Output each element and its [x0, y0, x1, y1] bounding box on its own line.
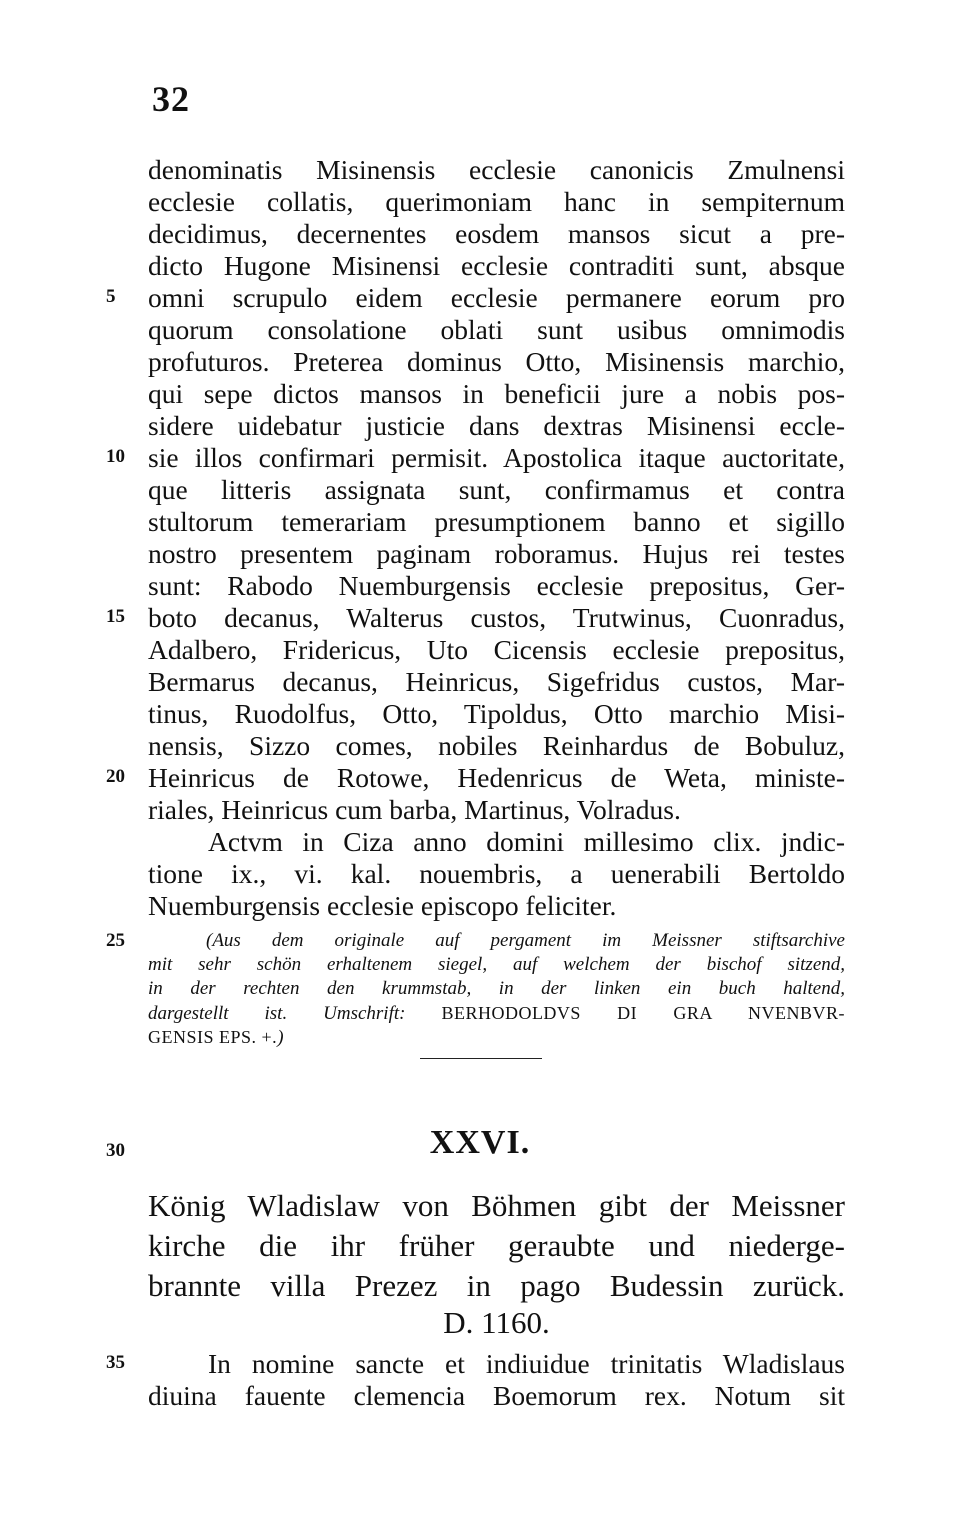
text-line: sie illos confirmari permisit. Apostolica itaque auctoritate, [148, 442, 845, 473]
text-line: Adalbero, Fridericus, Uto Cicensis ecclesie prepositus, [148, 634, 845, 665]
text-line: Heinricus de Rotowe, Hedenricus de Weta, ministe- [148, 762, 845, 793]
text-line: tinus, Ruodolfus, Otto, Tipoldus, Otto marchio Misi- [148, 698, 845, 729]
line-number: 15 [106, 606, 125, 627]
text-line: sidere uidebatur justicie dans dextras Misinensi eccle- [148, 410, 845, 441]
note-text: dargestellt ist. Umschrift: [148, 1003, 406, 1024]
text-line: nensis, Sizzo comes, nobiles Reinhardus de Bobuluz, [148, 730, 845, 761]
text-line: In nomine sancte et indiuidue trinitatis Wladislaus [208, 1348, 845, 1379]
seal-inscription: GENSIS EPS. +. [148, 1027, 278, 1047]
note-line [148, 1026, 845, 1048]
line-number: 25 [106, 930, 125, 951]
text-line: quorum consolatione oblati sunt usibus omnimodis [148, 314, 845, 345]
text-line: omni scrupulo eidem ecclesie permanere eorum pro [148, 282, 845, 313]
text-line: dicto Hugone Misinensi ecclesie contraditi sunt, absque [148, 250, 845, 281]
heading-line: brannte villa Prezez in pago Budessin zurück. [148, 1268, 845, 1303]
text-line: qui sepe dictos mansos in beneficii jure a nobis pos- [148, 378, 845, 409]
note-line [148, 1002, 845, 1024]
line-number: 30 [106, 1140, 125, 1161]
text-line: diuina fauente clemencia Boemorum rex. Notum sit [148, 1380, 845, 1411]
line-number: 20 [106, 766, 125, 787]
text-line: denominatis Misinensis ecclesie canonicis Zmulnensi [148, 154, 845, 185]
text-line: que litteris assignata sunt, confirmamus et contra [148, 474, 845, 505]
text-line: tione ix., vi. kal. nouembris, a uenerabili Bertoldo [148, 858, 845, 889]
text-line: decidimus, decernentes eosdem mansos sicut a pre- [148, 218, 845, 249]
note-line: in der rechten den krummstab, in der linken ein buch haltend, [148, 978, 845, 999]
heading-line: König Wladislaw von Böhmen gibt der Meissner [148, 1188, 845, 1223]
text-line: nostro presentem paginam roboramus. Hujus rei testes [148, 538, 845, 569]
note-text: ) [277, 1027, 284, 1048]
text-line: stultorum temerariam presumptionem banno et sigillo [148, 506, 845, 537]
text-line: riales, Heinricus cum barba, Martinus, Volradus. [148, 794, 681, 825]
text-line: Bermarus decanus, Heinricus, Sigefridus custos, Mar- [148, 666, 845, 697]
heading-line: kirche die ihr früher geraubte und niederge- [148, 1228, 845, 1263]
text-line: ecclesie collatis, querimoniam hanc in sempiternum [148, 186, 845, 217]
line-number: 35 [106, 1352, 125, 1373]
line-number: 10 [106, 446, 125, 467]
page-number: 32 [152, 79, 190, 119]
text-line: profuturos. Preterea dominus Otto, Misinensis marchio, [148, 346, 845, 377]
document-number: XXVI. [429, 1124, 531, 1161]
line-number: 5 [106, 286, 116, 307]
text-line: Actvm in Ciza anno domini millesimo clix. jndic- [208, 826, 845, 857]
text-line: sunt: Rabodo Nuemburgensis ecclesie prepositus, Ger- [148, 570, 845, 601]
section-rule [420, 1058, 542, 1059]
note-line: mit sehr schön erhaltenem siegel, auf welchem der bischof sitzend, [148, 954, 845, 975]
heading-date: D. 1160. [443, 1305, 550, 1340]
note-line: (Aus dem originale auf pergament im Meissner stiftsarchive [206, 930, 845, 951]
text-line: Nuemburgensis ecclesie episcopo feliciter. [148, 890, 617, 921]
text-line: boto decanus, Walterus custos, Trutwinus, Cuonradus, [148, 602, 845, 633]
seal-inscription: BERHODOLDVS DI GRA NVENBVR- [441, 1003, 846, 1023]
